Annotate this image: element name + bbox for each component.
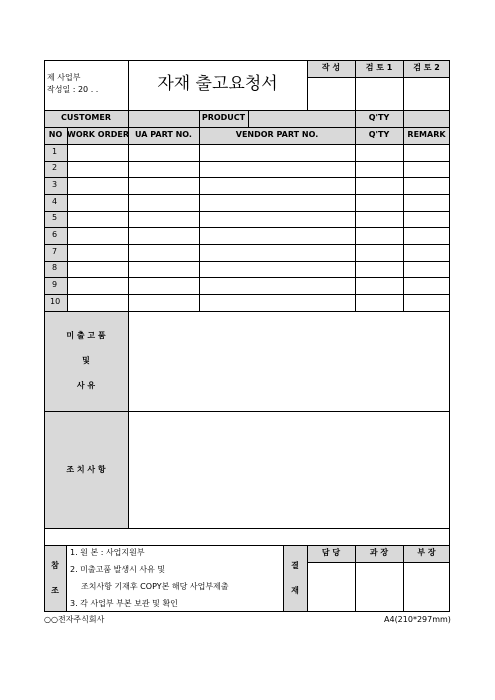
row-number: 8: [52, 263, 58, 272]
row-number: 6: [52, 230, 58, 239]
column-header-qty: Q'TY: [368, 130, 390, 139]
approval-staff-label: 담 당: [321, 548, 341, 557]
product-field[interactable]: [248, 110, 355, 127]
approval-director-box[interactable]: [403, 562, 450, 612]
approval-writer-box[interactable]: [307, 77, 355, 110]
decision-label-top: 결: [291, 561, 299, 570]
row-number: 4: [52, 197, 58, 206]
approval-director-label: 부 장: [417, 548, 436, 557]
approval-review1-box[interactable]: [355, 77, 403, 110]
product-label: PRODUCT: [201, 113, 246, 122]
department-line: 제 사업부: [47, 73, 81, 82]
row-number: 1: [52, 147, 58, 156]
reference-note: 1. 원 본 : 사업지원부: [70, 548, 145, 557]
row-number: 10: [50, 297, 61, 306]
row-number: 2: [52, 163, 58, 172]
action-field[interactable]: [128, 411, 450, 528]
reference-note: 3. 각 사업부 부본 보관 및 확인: [70, 599, 178, 608]
row-number: 5: [52, 213, 58, 222]
reference-note: 2. 미출고품 발생시 사유 및: [70, 565, 166, 574]
qty-field[interactable]: [403, 110, 450, 127]
approval-manager-box[interactable]: [355, 562, 403, 612]
customer-field[interactable]: [128, 110, 199, 127]
column-header-ua-part-no: UA PART NO.: [135, 130, 192, 139]
row-number: 7: [52, 247, 58, 256]
decision-label-bottom: 재: [291, 586, 299, 595]
unshipped-label-line1: 미 출 고 품: [66, 331, 106, 340]
column-header-remark: REMARK: [407, 130, 446, 139]
unshipped-label-line2: 및: [82, 356, 90, 365]
column-header-vendor-part-no: VENDOR PART NO.: [235, 130, 319, 139]
company-name: ○○전자주식회사: [44, 615, 105, 624]
action-label: 조 치 사 항: [66, 465, 106, 474]
approval-staff-box[interactable]: [307, 562, 355, 612]
customer-label: CUSTOMER: [61, 113, 111, 122]
row-number: 9: [52, 280, 58, 289]
reference-label-bottom: 조: [51, 586, 59, 595]
approval-review1-label: 검 토 1: [365, 63, 393, 72]
approval-review2-box[interactable]: [403, 77, 450, 110]
qty-label: Q'TY: [368, 113, 390, 122]
approval-writer-label: 작 성: [321, 63, 341, 72]
reference-label-top: 참: [51, 561, 59, 570]
date-line: 작성일 : 20 . .: [47, 85, 99, 94]
unshipped-reason-field[interactable]: [128, 311, 450, 411]
document-title: 자재 출고요청서: [157, 74, 278, 94]
column-header-work-order: WORK ORDER: [67, 130, 129, 139]
column-header-no: NO: [48, 130, 63, 139]
reference-note: 조치사항 기재후 COPY본 해당 사업부제출: [81, 582, 229, 591]
paper-size: A4(210*297mm): [384, 615, 451, 624]
row-number: 3: [52, 180, 58, 189]
approval-review2-label: 검 토 2: [413, 63, 440, 72]
unshipped-label-line3: 사 유: [76, 381, 96, 390]
approval-manager-label: 과 장: [369, 548, 389, 557]
